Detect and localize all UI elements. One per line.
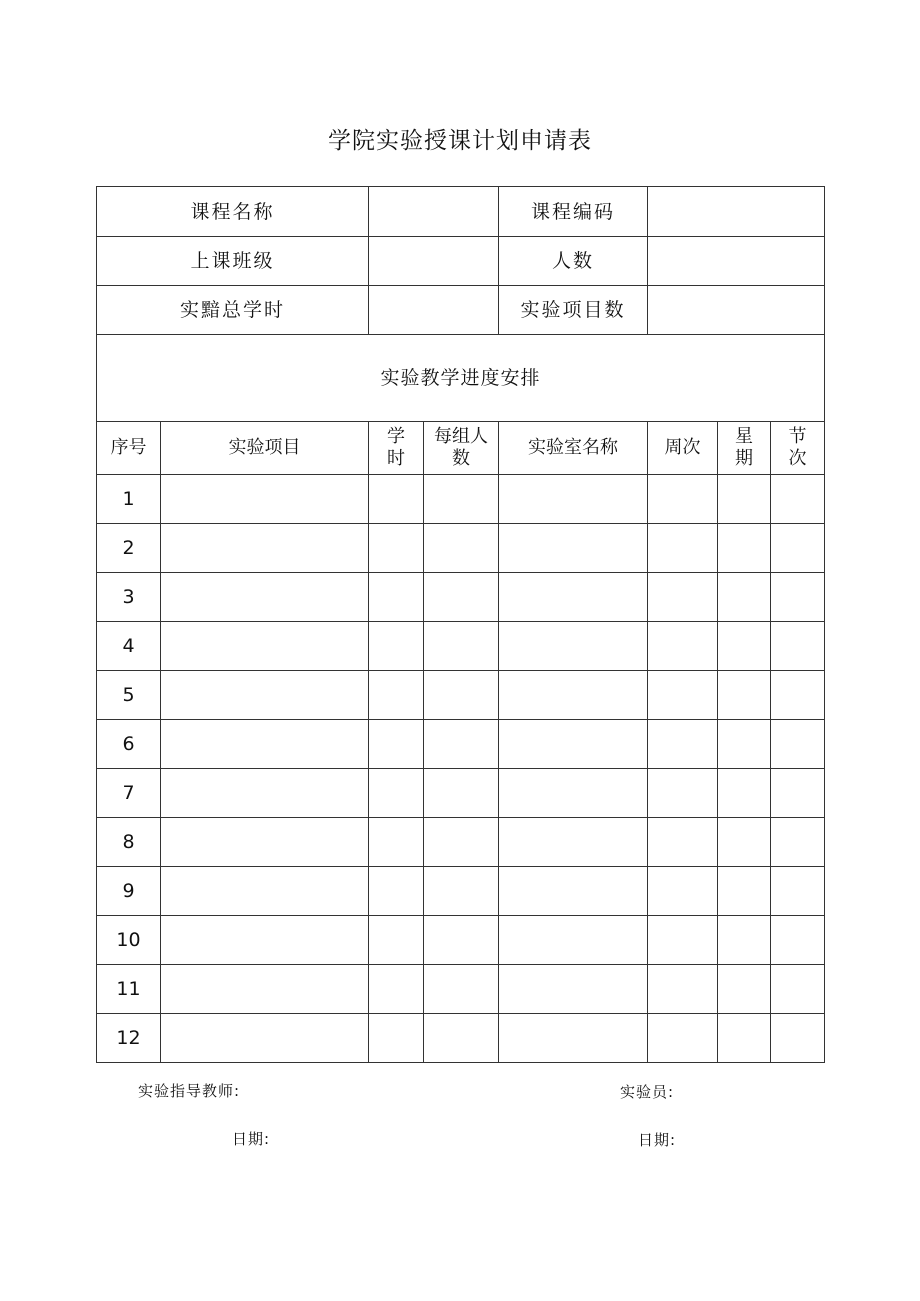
cell-project[interactable] bbox=[161, 769, 369, 818]
teacher-signature-label: 实验指导教师: bbox=[138, 1082, 241, 1100]
class-field[interactable] bbox=[369, 237, 499, 286]
cell-lab[interactable] bbox=[499, 965, 648, 1014]
cell-hours[interactable] bbox=[369, 524, 424, 573]
cell-period[interactable] bbox=[771, 818, 825, 867]
course-code-label: 课程编码 bbox=[499, 187, 648, 237]
cell-weekday[interactable] bbox=[718, 475, 771, 524]
table-row bbox=[97, 573, 825, 622]
cell-period[interactable] bbox=[771, 622, 825, 671]
cell-weekday[interactable] bbox=[718, 671, 771, 720]
col-header-seq: 序号 bbox=[97, 422, 161, 475]
row-number: 7 bbox=[97, 769, 161, 818]
cell-period[interactable] bbox=[771, 916, 825, 965]
cell-project[interactable] bbox=[161, 622, 369, 671]
cell-weekday[interactable] bbox=[718, 720, 771, 769]
cell-week[interactable] bbox=[648, 720, 718, 769]
cell-lab[interactable] bbox=[499, 916, 648, 965]
total-hours-field[interactable] bbox=[369, 286, 499, 335]
section-row bbox=[97, 335, 825, 422]
cell-group-size[interactable] bbox=[424, 475, 499, 524]
cell-weekday[interactable] bbox=[718, 818, 771, 867]
cell-hours[interactable] bbox=[369, 622, 424, 671]
cell-week[interactable] bbox=[648, 916, 718, 965]
col-header-hours: 学 时 bbox=[369, 422, 424, 475]
cell-weekday[interactable] bbox=[718, 622, 771, 671]
table-row bbox=[97, 720, 825, 769]
cell-weekday[interactable] bbox=[718, 573, 771, 622]
cell-project[interactable] bbox=[161, 818, 369, 867]
col-header-weekday: 星 期 bbox=[718, 422, 771, 475]
col-header-week: 周次 bbox=[648, 422, 718, 475]
cell-week[interactable] bbox=[648, 622, 718, 671]
col-header-project: 实验项目 bbox=[161, 422, 369, 475]
cell-weekday[interactable] bbox=[718, 524, 771, 573]
cell-project[interactable] bbox=[161, 524, 369, 573]
cell-lab[interactable] bbox=[499, 720, 648, 769]
info-row-hours bbox=[97, 286, 825, 335]
cell-week[interactable] bbox=[648, 475, 718, 524]
cell-period[interactable] bbox=[771, 671, 825, 720]
table-row bbox=[97, 818, 825, 867]
project-count-field[interactable] bbox=[648, 286, 825, 335]
row-number: 10 bbox=[97, 916, 161, 965]
course-name-field[interactable] bbox=[369, 187, 499, 237]
cell-weekday[interactable] bbox=[718, 867, 771, 916]
cell-period[interactable] bbox=[771, 1014, 825, 1063]
cell-hours[interactable] bbox=[369, 916, 424, 965]
cell-project[interactable] bbox=[161, 965, 369, 1014]
cell-hours[interactable] bbox=[369, 867, 424, 916]
cell-group-size[interactable] bbox=[424, 573, 499, 622]
cell-hours[interactable] bbox=[369, 475, 424, 524]
cell-group-size[interactable] bbox=[424, 769, 499, 818]
people-field[interactable] bbox=[648, 237, 825, 286]
cell-week[interactable] bbox=[648, 965, 718, 1014]
cell-weekday[interactable] bbox=[718, 1014, 771, 1063]
cell-hours[interactable] bbox=[369, 769, 424, 818]
cell-period[interactable] bbox=[771, 524, 825, 573]
cell-hours[interactable] bbox=[369, 818, 424, 867]
cell-project[interactable] bbox=[161, 1014, 369, 1063]
cell-hours[interactable] bbox=[369, 720, 424, 769]
col-header-group-size: 每组人 数 bbox=[424, 422, 499, 475]
cell-lab[interactable] bbox=[499, 622, 648, 671]
total-hours-label: 实黯总学时 bbox=[97, 286, 369, 335]
cell-weekday[interactable] bbox=[718, 916, 771, 965]
cell-project[interactable] bbox=[161, 720, 369, 769]
cell-lab[interactable] bbox=[499, 573, 648, 622]
section-title: 实验教学进度安排 bbox=[97, 335, 825, 422]
cell-week[interactable] bbox=[648, 573, 718, 622]
row-number: 4 bbox=[97, 622, 161, 671]
cell-hours[interactable] bbox=[369, 573, 424, 622]
table-row bbox=[97, 769, 825, 818]
cell-group-size[interactable] bbox=[424, 622, 499, 671]
cell-period[interactable] bbox=[771, 769, 825, 818]
cell-hours[interactable] bbox=[369, 671, 424, 720]
project-count-label: 实验项目数 bbox=[499, 286, 648, 335]
cell-weekday[interactable] bbox=[718, 965, 771, 1014]
cell-lab[interactable] bbox=[499, 475, 648, 524]
row-number: 2 bbox=[97, 524, 161, 573]
cell-group-size[interactable] bbox=[424, 916, 499, 965]
course-code-field[interactable] bbox=[648, 187, 825, 237]
cell-period[interactable] bbox=[771, 475, 825, 524]
table-row bbox=[97, 524, 825, 573]
cell-hours[interactable] bbox=[369, 1014, 424, 1063]
row-number: 1 bbox=[97, 475, 161, 524]
table-row bbox=[97, 867, 825, 916]
table-row bbox=[97, 475, 825, 524]
col-header-period: 节 次 bbox=[771, 422, 825, 475]
table-row bbox=[97, 965, 825, 1014]
row-number: 5 bbox=[97, 671, 161, 720]
info-row-course bbox=[97, 187, 825, 237]
row-number: 3 bbox=[97, 573, 161, 622]
cell-group-size[interactable] bbox=[424, 965, 499, 1014]
cell-weekday[interactable] bbox=[718, 769, 771, 818]
row-number: 12 bbox=[97, 1014, 161, 1063]
table-row bbox=[97, 1014, 825, 1063]
cell-lab[interactable] bbox=[499, 867, 648, 916]
cell-period[interactable] bbox=[771, 720, 825, 769]
teacher-date-label: 日期: bbox=[232, 1130, 271, 1148]
cell-lab[interactable] bbox=[499, 671, 648, 720]
cell-week[interactable] bbox=[648, 818, 718, 867]
cell-period[interactable] bbox=[771, 965, 825, 1014]
cell-project[interactable] bbox=[161, 671, 369, 720]
cell-week[interactable] bbox=[648, 1014, 718, 1063]
row-number: 8 bbox=[97, 818, 161, 867]
cell-week[interactable] bbox=[648, 524, 718, 573]
staff-signature-label: 实验员: bbox=[620, 1083, 675, 1101]
cell-lab[interactable] bbox=[499, 524, 648, 573]
row-number: 11 bbox=[97, 965, 161, 1014]
cell-lab[interactable] bbox=[499, 818, 648, 867]
column-header-row bbox=[97, 422, 825, 475]
page-title: 学院实验授课计划申请表 bbox=[328, 128, 592, 154]
cell-group-size[interactable] bbox=[424, 818, 499, 867]
application-form-table bbox=[96, 186, 825, 1063]
cell-group-size[interactable] bbox=[424, 524, 499, 573]
cell-period[interactable] bbox=[771, 573, 825, 622]
cell-group-size[interactable] bbox=[424, 1014, 499, 1063]
schedule-body bbox=[97, 475, 825, 1063]
cell-project[interactable] bbox=[161, 573, 369, 622]
table-row bbox=[97, 671, 825, 720]
staff-date-label: 日期: bbox=[638, 1131, 677, 1149]
course-name-label: 课程名称 bbox=[97, 187, 369, 237]
cell-hours[interactable] bbox=[369, 965, 424, 1014]
cell-lab[interactable] bbox=[499, 1014, 648, 1063]
table-row bbox=[97, 622, 825, 671]
table-row bbox=[97, 916, 825, 965]
cell-project[interactable] bbox=[161, 867, 369, 916]
row-number: 9 bbox=[97, 867, 161, 916]
cell-group-size[interactable] bbox=[424, 720, 499, 769]
class-label: 上课班级 bbox=[97, 237, 369, 286]
cell-week[interactable] bbox=[648, 867, 718, 916]
col-header-lab: 实验室名称 bbox=[499, 422, 648, 475]
cell-project[interactable] bbox=[161, 916, 369, 965]
cell-group-size[interactable] bbox=[424, 867, 499, 916]
row-number: 6 bbox=[97, 720, 161, 769]
cell-week[interactable] bbox=[648, 671, 718, 720]
cell-group-size[interactable] bbox=[424, 671, 499, 720]
cell-period[interactable] bbox=[771, 867, 825, 916]
info-row-class bbox=[97, 237, 825, 286]
cell-lab[interactable] bbox=[499, 769, 648, 818]
cell-week[interactable] bbox=[648, 769, 718, 818]
cell-project[interactable] bbox=[161, 475, 369, 524]
people-label: 人数 bbox=[499, 237, 648, 286]
